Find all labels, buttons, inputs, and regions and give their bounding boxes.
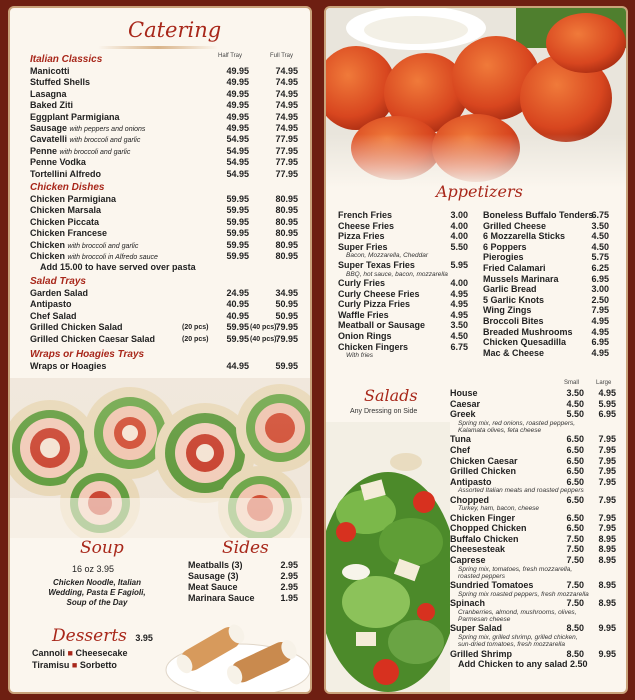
appetizers-title: Appetizers [436, 182, 523, 201]
item-name [30, 169, 101, 180]
salad-name: Super Salad [450, 623, 503, 634]
item-name-text: Chicken [30, 239, 66, 250]
catering-panel [8, 6, 312, 694]
appetizer-name: Garlic Bread [483, 284, 537, 295]
half-tray-price: 49.95 [226, 66, 249, 76]
full-tray-price: 79.95 [275, 333, 298, 344]
soup-title: Soup [80, 538, 124, 558]
pasta-addon: Add 15.00 to have served over pasta [40, 262, 196, 273]
appetizer-price: 4.95 [591, 316, 609, 326]
appetizer-name: Broccoli Bites [483, 316, 544, 326]
salad-small-price: 6.50 [566, 455, 584, 466]
appetizer-price: 4.00 [450, 231, 468, 242]
half-tray-price: 59.95 [226, 194, 249, 204]
half-tray-price: 59.95 [226, 239, 249, 250]
item-name-text: Penne Vodka [30, 157, 86, 168]
appetizer-price: 4.50 [450, 331, 468, 341]
salad-large-price: 7.95 [598, 523, 616, 534]
soup-description: Chicken Noodle, Italian Wedding, Pasta E Fagioli, Soup of the Day [48, 578, 146, 607]
salad-small-price: 7.50 [566, 544, 584, 555]
item-name-text: Lasagna [30, 88, 67, 99]
salad-small-price: 5.50 [566, 409, 584, 420]
wraps-section-title: Wraps or Hoagies Trays [30, 349, 145, 360]
salad-small-price: 3.50 [566, 388, 584, 398]
salad-large-price: 7.95 [598, 445, 616, 455]
salad-name: Chicken Finger [450, 512, 516, 523]
item-name [30, 228, 107, 239]
full-tray-price: 50.95 [275, 299, 298, 310]
half-tray-price: 49.95 [226, 100, 249, 111]
half-tray-price: 49.95 [226, 123, 249, 133]
item-name [30, 89, 67, 100]
appetizer-name: French Fries [338, 210, 393, 220]
appetizer-name: Grilled Cheese [483, 220, 547, 231]
item-name-text: Tortellini Alfredo [30, 168, 101, 179]
item-name-text: Chicken Parmigiana [30, 194, 117, 204]
appetizer-name: Meatball or Sausage [338, 320, 426, 331]
appetizer-name: Chicken Quesadilla [483, 337, 567, 348]
appetizer-name: Cheese Fries [338, 220, 395, 231]
side-name: Sausage (3) [188, 571, 239, 581]
side-name: Meat Sauce [188, 582, 238, 592]
full-tray-price: 77.95 [275, 134, 298, 145]
appetizer-price: 5.50 [450, 241, 468, 252]
salad-name: Antipasto [450, 476, 492, 487]
item-name-text: Grilled Chicken Salad [30, 322, 123, 333]
salad-small-price: 7.50 [566, 580, 584, 591]
full-tray-price: 59.95 [275, 361, 298, 371]
item-name-text: Penne [30, 145, 58, 156]
half-tray-price: 59.95 [226, 333, 249, 344]
full-tray-header: Full Tray [270, 53, 294, 59]
full-pieces: (40 pcs) [250, 335, 277, 343]
half-tray-price: 44.95 [226, 361, 249, 371]
salad-large-price: 7.95 [598, 512, 616, 523]
full-tray-price: 74.95 [275, 111, 298, 122]
appetizer-price: 6.25 [591, 263, 609, 273]
item-name [30, 77, 90, 88]
salad-large-price: 8.95 [598, 580, 616, 591]
full-tray-price: 50.95 [275, 310, 298, 321]
half-tray-price: 59.95 [226, 322, 249, 333]
item-name-text: Chef Salad [30, 310, 77, 321]
item-note: with peppers and onions [69, 126, 146, 133]
appetizer-note: BBQ, hot sauce, bacon, mozzarella [346, 270, 448, 278]
item-name [30, 134, 140, 146]
full-tray-price: 74.95 [275, 100, 298, 111]
side-price: 1.95 [280, 593, 298, 603]
salad-note: Assorted Italian meats and roasted peppers [458, 487, 584, 495]
salad-large-price: 8.95 [598, 555, 616, 565]
full-tray-price: 34.95 [275, 288, 298, 298]
salad-large-price: 7.95 [598, 494, 616, 505]
full-tray-price: 77.95 [275, 157, 298, 168]
item-name [30, 311, 77, 322]
cannoli-photo [160, 608, 312, 694]
full-tray-price: 80.95 [275, 228, 298, 239]
appetizer-name: Waffle Fries [338, 309, 389, 320]
side-price: 2.95 [280, 560, 298, 570]
salad-small-price: 6.50 [566, 434, 584, 445]
salad-large-price: 7.95 [598, 466, 616, 477]
appetizer-price: 4.95 [450, 309, 468, 320]
salad-large-price: 7.95 [598, 476, 616, 487]
half-pieces: (20 pcs) [182, 335, 209, 343]
item-name-text: Antipasto [30, 299, 72, 310]
item-name [30, 146, 130, 158]
desserts-title: Desserts [52, 626, 127, 646]
item-name-text: Sausage [30, 123, 68, 133]
appetizer-name: Curly Cheese Fries [338, 288, 420, 299]
salad-small-price: 7.50 [566, 533, 584, 544]
item-name-text: Baked Ziti [30, 100, 74, 111]
side-name: Marinara Sauce [188, 593, 255, 603]
item-name-text: Manicotti [30, 66, 70, 76]
full-tray-price: 74.95 [275, 66, 298, 76]
appetizer-price: 6.95 [591, 273, 609, 284]
item-note: with broccoli and garlic [69, 137, 141, 145]
item-name-text: Grilled Chicken Caesar Salad [30, 333, 156, 344]
salad-name: Chopped Chicken [450, 523, 527, 534]
salads-title: Salads [364, 386, 418, 405]
salad-large-price: 7.95 [598, 455, 616, 466]
salad-large-price: 9.95 [598, 623, 616, 634]
add-chicken-label: Add Chicken to any salad [458, 659, 568, 670]
appetizer-price: 6.75 [591, 210, 609, 220]
full-tray-price: 74.95 [275, 88, 298, 99]
appetizer-name: Boneless Buffalo Tenders [483, 210, 594, 220]
add-chicken-note [458, 659, 588, 670]
half-tray-price: 54.95 [226, 157, 249, 168]
chicken-section-title: Chicken Dishes [30, 182, 105, 193]
salad-small-price: 8.50 [566, 648, 584, 659]
soup-price: 16 oz 3.95 [72, 564, 115, 574]
dessert-item: Tiramisu [32, 660, 70, 670]
appetizer-name: Super Fries [338, 241, 388, 252]
desserts-heading [52, 626, 153, 646]
half-tray-price: 59.95 [226, 228, 249, 239]
salad-name: Grilled Shrimp [450, 648, 513, 659]
salad-name: Grilled Chicken [450, 466, 517, 477]
salad-small-price: 6.50 [566, 445, 584, 455]
half-tray-price: 54.95 [226, 145, 249, 156]
appetizer-price: 4.50 [591, 241, 609, 252]
item-name-text: Eggplant Parmigiana [30, 111, 120, 122]
salad-small-price: 8.50 [566, 623, 584, 634]
item-name [30, 100, 73, 111]
appetizer-price: 4.50 [591, 231, 609, 242]
half-tray-price: 59.95 [226, 251, 249, 261]
appetizer-price: 4.95 [450, 299, 468, 310]
salad-name: Tuna [450, 434, 471, 445]
salad-name: Chef [450, 445, 470, 455]
salad-name: Spinach [450, 598, 486, 609]
desserts-price: 3.95 [135, 633, 153, 643]
half-tray-price: 24.95 [226, 288, 249, 298]
item-name-text: Cavatelli [30, 134, 68, 145]
dessert-row-1: Cannoli ■ Cheesecake [32, 648, 128, 658]
appetizer-name: 6 Poppers [483, 241, 527, 252]
appetizer-name: 6 Mozzarella Sticks [483, 231, 566, 242]
salad-large-price: 4.95 [598, 388, 616, 398]
half-tray-header: Half Tray [218, 53, 243, 59]
half-tray-price: 49.95 [226, 111, 249, 122]
salad-large-price: 6.95 [598, 409, 616, 420]
full-tray-price: 79.95 [275, 322, 298, 333]
full-tray-price: 80.95 [275, 239, 298, 250]
salad-note: Spring mix, grilled shrimp, grilled chicken, [458, 633, 578, 641]
appetizers-panel [324, 6, 628, 694]
title-ornament [98, 46, 218, 49]
item-name [30, 112, 120, 123]
salad-small-price: 6.50 [566, 494, 584, 505]
appetizer-price: 4.95 [591, 347, 609, 358]
item-note: with broccoli and garlic [67, 242, 139, 250]
full-tray-price: 77.95 [275, 168, 298, 179]
salad-large-price: 9.95 [598, 648, 616, 659]
salad-small-price: 7.50 [566, 598, 584, 609]
appetizer-name: Wing Zings [483, 305, 532, 316]
half-tray-price: 49.95 [226, 88, 249, 99]
item-name-text: Wraps or Hoagies [30, 361, 107, 371]
item-name [30, 123, 145, 135]
item-name [30, 66, 70, 77]
add-chicken-price: 2.50 [570, 659, 588, 670]
item-name [30, 251, 158, 263]
small-header: Small [564, 380, 580, 386]
half-tray-price: 49.95 [226, 77, 249, 88]
half-tray-price: 54.95 [226, 168, 249, 179]
salads-section-title: Salad Trays [30, 276, 86, 287]
side-price: 2.95 [280, 582, 298, 592]
appetizer-note: With fries [346, 352, 374, 360]
salad-small-price: 6.50 [566, 476, 584, 487]
salad-note: Turkey, ham, bacon, cheese [458, 505, 540, 513]
full-tray-price: 80.95 [275, 194, 298, 204]
salad-small-price: 4.50 [566, 398, 584, 409]
appetizer-name: Pierogies [483, 252, 524, 263]
dessert-row-2: Tiramisu ■ Sorbetto [32, 660, 117, 670]
large-header: Large [596, 380, 612, 386]
salad-large-price: 7.95 [598, 434, 616, 445]
full-tray-price: 77.95 [275, 145, 298, 156]
salad-name: House [450, 388, 478, 398]
salad-note: roasted peppers [458, 572, 505, 580]
item-name-text: Garden Salad [30, 288, 89, 298]
appetizer-note: Bacon, Mozzarella, Cheddar [346, 252, 429, 260]
item-name [30, 240, 138, 252]
appetizer-price: 5.75 [591, 252, 609, 263]
wings-photo [326, 8, 626, 188]
salad-large-price: 5.95 [598, 398, 616, 409]
salad-name: Chopped [450, 494, 489, 505]
item-note: with broccoli in Alfredo sauce [67, 254, 158, 261]
half-tray-price: 40.95 [226, 310, 249, 321]
side-name: Meatballs (3) [188, 560, 243, 570]
salad-name: Buffalo Chicken [450, 533, 519, 544]
appetizer-name: Fried Calamari [483, 263, 546, 273]
appetizer-price: 4.00 [450, 278, 468, 288]
salad-name: Caesar [450, 398, 481, 409]
item-name-text: Chicken Marsala [30, 205, 102, 216]
item-name [30, 288, 88, 299]
salad-small-price: 7.50 [566, 555, 584, 565]
appetizer-price: 3.00 [591, 284, 609, 295]
sides-title: Sides [222, 538, 269, 558]
salad-large-price: 8.95 [598, 598, 616, 609]
appetizer-name: Onion Rings [338, 331, 392, 341]
half-tray-price: 59.95 [226, 205, 249, 216]
salad-large-price: 8.95 [598, 533, 616, 544]
item-name [30, 334, 155, 345]
appetizer-price: 4.95 [450, 288, 468, 299]
salad-name: Sundried Tomatoes [450, 580, 534, 591]
item-name [30, 299, 72, 310]
item-name-text: Chicken Piccata [30, 216, 100, 227]
item-name-text: Chicken [30, 251, 66, 261]
item-name [30, 157, 86, 168]
salad-note: Kalamata olives, feta cheese [458, 427, 542, 435]
appetizer-price: 7.95 [591, 305, 609, 316]
appetizer-price: 3.50 [591, 220, 609, 231]
item-name [30, 205, 101, 216]
item-name [30, 194, 116, 205]
appetizer-name: Mussels Marinara [483, 273, 559, 284]
appetizer-price: 4.00 [450, 220, 468, 231]
appetizer-price: 4.95 [591, 326, 609, 337]
full-tray-price: 74.95 [275, 77, 298, 88]
dessert-item: Cheesecake [75, 648, 128, 658]
appetizer-name: Mac & Cheese [483, 347, 545, 358]
appetizer-price: 6.95 [591, 337, 609, 348]
full-tray-price: 80.95 [275, 205, 298, 216]
half-pieces: (20 pcs) [182, 324, 209, 332]
italian-section-title: Italian Classics [30, 54, 103, 65]
salad-name: Chicken Caesar [450, 455, 518, 466]
full-tray-price: 74.95 [275, 123, 298, 133]
salad-large-price: 8.95 [598, 544, 616, 555]
appetizer-name: Chicken Fingers [338, 341, 409, 352]
item-note: with broccoli and garlic [59, 148, 131, 156]
salad-small-price: 6.50 [566, 466, 584, 477]
appetizer-name: Super Texas Fries [338, 259, 415, 270]
salad-note: Spring mix, tomatoes, fresh mozzarella, [458, 565, 573, 573]
half-tray-price: 40.95 [226, 299, 249, 310]
salad-photo [326, 422, 450, 694]
full-tray-price: 80.95 [275, 216, 298, 227]
appetizer-name: Pizza Fries [338, 231, 385, 242]
full-pieces: (40 pcs) [250, 324, 277, 332]
salad-name: Caprese [450, 555, 486, 565]
salad-note: Cranberries, almond, mushrooms, olives, [458, 608, 577, 616]
item-name-text: Chicken Francese [30, 228, 108, 239]
full-tray-price: 80.95 [275, 251, 298, 261]
appetizer-price: 5.95 [450, 259, 468, 270]
appetizer-price: 2.50 [591, 294, 609, 305]
appetizer-name: Curly Pizza Fries [338, 299, 411, 310]
salad-name: Greek [450, 409, 476, 420]
item-name-text: Stuffed Shells [30, 77, 91, 88]
salad-note: sun-dried tomatoes, fresh mozzarella [458, 641, 565, 649]
salad-note: Spring mix roasted peppers, fresh mozzarella [458, 590, 589, 598]
half-tray-price: 59.95 [226, 216, 249, 227]
half-tray-price: 54.95 [226, 134, 249, 145]
side-price: 2.95 [280, 571, 298, 581]
appetizer-price: 6.75 [450, 341, 468, 352]
salad-note: Parmesan cheese [458, 616, 511, 623]
salad-note: Spring mix, red onions, roasted peppers, [458, 419, 576, 427]
dessert-item: Cannoli [32, 648, 65, 658]
salads-subtitle: Any Dressing on Side [350, 408, 418, 415]
appetizer-name: 5 Garlic Knots [483, 294, 545, 305]
item-name [30, 217, 99, 228]
appetizer-price: 3.00 [450, 210, 468, 220]
salad-small-price: 6.50 [566, 512, 584, 523]
appetizer-name: Curly Fries [338, 278, 386, 288]
catering-title: Catering [128, 18, 222, 42]
salad-small-price: 6.50 [566, 523, 584, 534]
dessert-item: Sorbetto [79, 660, 117, 670]
wraps-photo [10, 378, 312, 538]
item-name [30, 361, 106, 372]
appetizer-name: Breaded Mushrooms [483, 326, 573, 337]
item-name [30, 322, 123, 333]
salad-name: Cheesesteak [450, 544, 506, 555]
appetizer-price: 3.50 [450, 320, 468, 331]
